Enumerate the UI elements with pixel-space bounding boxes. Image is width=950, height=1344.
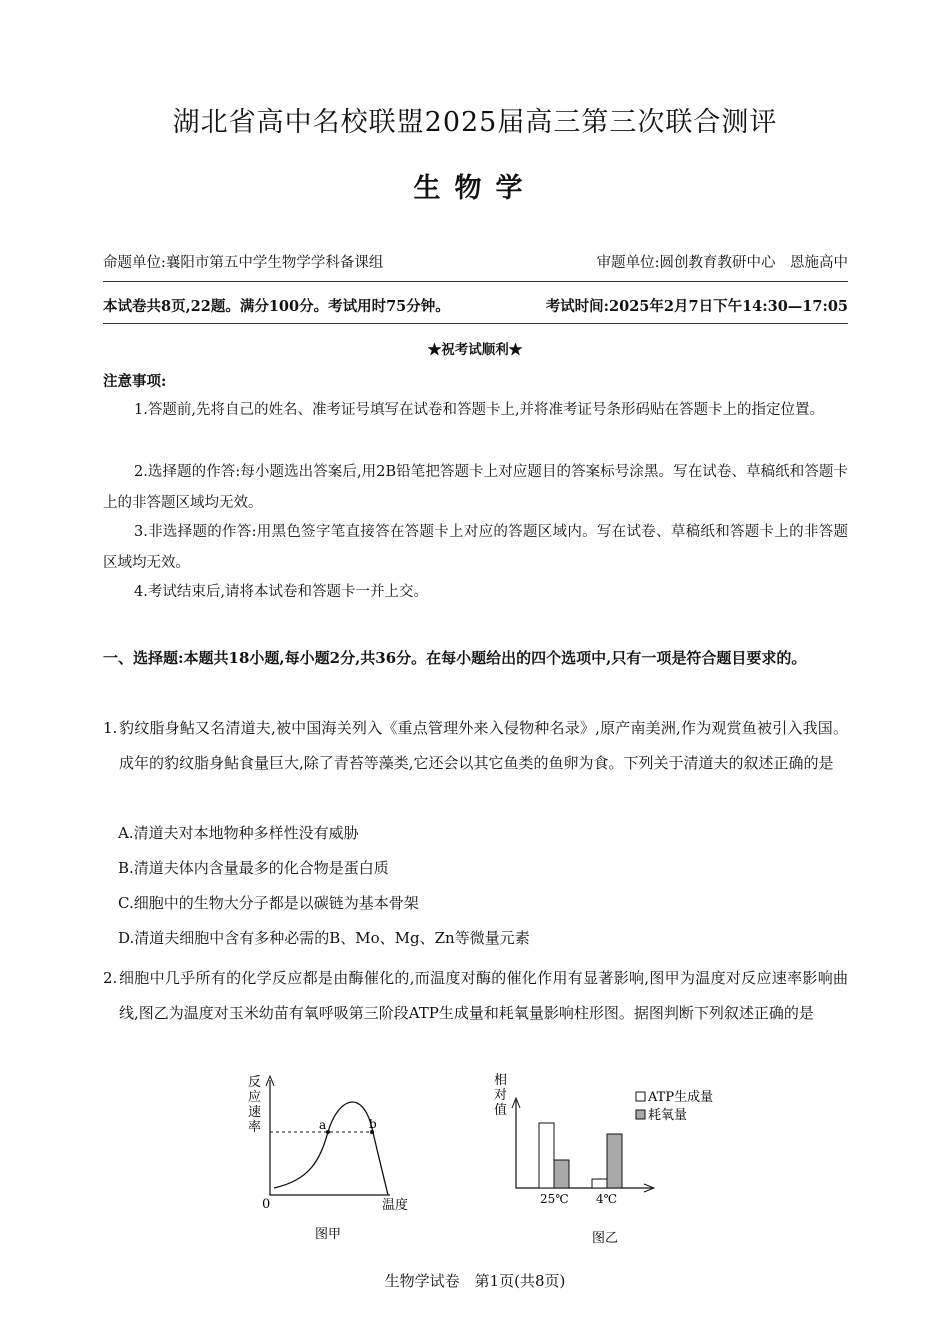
divider-top — [103, 281, 848, 282]
setter-unit: 命题单位:襄阳市第五中学生物学学科备课组 — [103, 255, 384, 271]
origin-label: 0 — [262, 1197, 271, 1212]
legend-atp: ATP生成量 — [648, 1090, 714, 1105]
page-footer: 生物学试卷 第1页(共8页) — [384, 1272, 566, 1290]
notice-item-1: 1.答题前,先将自己的姓名、准考证号填写在试卷和答题卡上,并将准考证号条形码贴在答题卡上的指定位置。 — [134, 402, 825, 418]
bar-oxygen-1 — [607, 1134, 622, 1188]
notice-item-2: 2.选择题的作答:每小题选出答案后,用2B铅笔把答题卡上对应题目的答案标号涂黑。写在试卷、草稿纸和答题卡上的非答题区域均无效。 — [103, 464, 848, 511]
notice-title: 注意事项: — [103, 373, 167, 390]
bar-atp-1 — [592, 1179, 607, 1188]
info-row — [103, 295, 848, 316]
figure-jia — [240, 1070, 430, 1250]
y-label-char: 应 — [248, 1090, 262, 1105]
y-label-char: 值 — [494, 1103, 508, 1118]
question-2 — [103, 961, 848, 1031]
notice-item-3: 3.非选择题的作答:用黑色签字笔直接答在答题卡上对应的答题区域内。写在试卷、草稿纸和答题卡上的非答题区域均无效。 — [103, 524, 848, 571]
legend-swatch-atp — [636, 1092, 645, 1101]
point-b-label: b — [369, 1117, 377, 1131]
question-1 — [103, 711, 848, 781]
y-label-char: 相 — [494, 1073, 508, 1088]
question-stem: 豹纹脂身鲇又名清道夫,被中国海关列入《重点管理外来入侵物种名录》,原产南美洲,作为观赏鱼被引入我国。成年的豹纹脂身鲇食量巨大,除了青苔等藻类,它还会以其它鱼类的鱼卵为食。下列关于清道夫的叙述正确的是 — [119, 719, 848, 772]
point-a-marker — [326, 1130, 330, 1134]
legend-oxygen: 耗氧量 — [648, 1108, 688, 1123]
y-label-char: 对 — [494, 1088, 508, 1103]
units-row — [103, 251, 848, 272]
axes — [270, 1080, 390, 1195]
good-luck-wish: ★祝考试顺利★ — [427, 342, 523, 358]
y-label-char: 反 — [248, 1075, 262, 1090]
option-b: B.清道夫体内含量最多的化合物是蛋白质 — [118, 859, 389, 877]
rate-curve — [274, 1102, 388, 1195]
subject-title: 生物学 — [413, 173, 537, 204]
bar-oxygen-0 — [554, 1160, 569, 1188]
category-label: 4℃ — [596, 1192, 618, 1206]
y-label-char: 速 — [248, 1105, 262, 1120]
option-a: A.清道夫对本地物种多样性没有威胁 — [118, 824, 359, 842]
bars-group — [539, 1123, 622, 1188]
section-heading — [103, 642, 848, 675]
question-stem: 细胞中几乎所有的化学反应都是由酶催化的,而温度对酶的催化作用有显著影响,图甲为温度对反应速率影响曲线,图乙为温度对玉米幼苗有氧呼吸第三阶段ATP生成量和耗氧量影响柱形图。据图判断下列叙述正确的是 — [119, 969, 848, 1022]
exam-title: 湖北省高中名校联盟2025届高三第三次联合测评 — [172, 107, 778, 138]
paper-info: 本试卷共8页,22题。满分100分。考试用时75分钟。 — [103, 298, 450, 315]
notice-item-4: 4.考试结束后,请将本试卷和答题卡一并上交。 — [134, 584, 428, 600]
option-d: D.清道夫细胞中含有多种必需的B、Mo、Mg、Zn等微量元素 — [118, 929, 530, 947]
question-number: 1. — [103, 719, 118, 737]
reviewer-unit: 审题单位:圆创教育教研中心 恩施高中 — [596, 255, 848, 271]
figure-caption: 图甲 — [315, 1227, 342, 1242]
point-a-label: a — [319, 1118, 327, 1132]
legend-swatch-oxygen — [636, 1110, 645, 1119]
bar-atp-0 — [539, 1123, 554, 1188]
figure-caption: 图乙 — [592, 1231, 619, 1246]
category-label: 25℃ — [540, 1192, 569, 1206]
x-axis-label: 温度 — [382, 1198, 409, 1213]
figure-yi — [480, 1068, 740, 1248]
axes — [516, 1100, 652, 1188]
exam-time: 考试时间:2025年2月7日下午14:30—17:05 — [545, 298, 848, 315]
question-number: 2. — [103, 969, 118, 987]
option-c: C.细胞中的生物大分子都是以碳链为基本骨架 — [118, 894, 419, 912]
divider-bottom — [103, 323, 848, 324]
y-label-char: 率 — [248, 1120, 262, 1135]
section-heading-text: 一、选择题:本题共18小题,每小题2分,共36分。在每小题给出的四个选项中,只有一项是符合题目要求的。 — [103, 649, 807, 667]
